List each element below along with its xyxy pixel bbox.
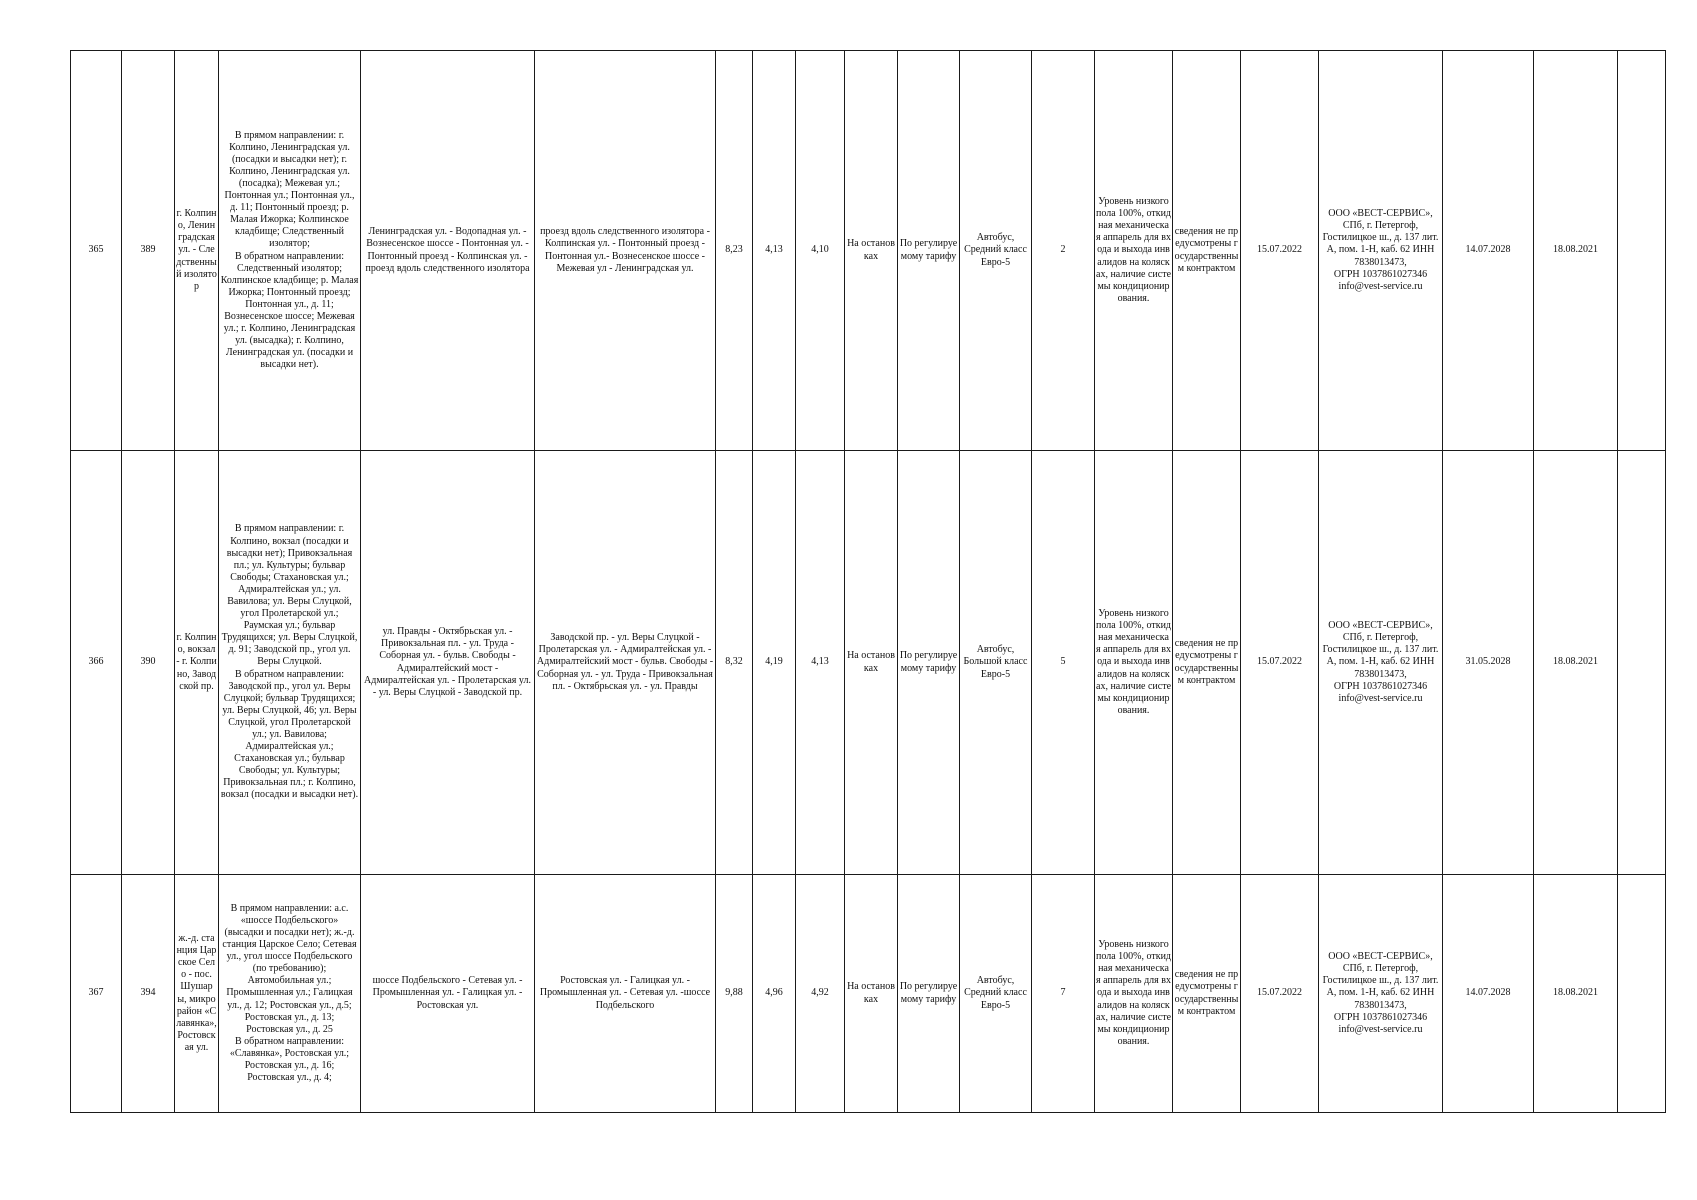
carrier-ogrn: ОГРН 1037861027346 (1333, 268, 1428, 280)
stops-forward: В прямом направлении: г. Колпино, вокзал (посадки и высадки нет); Привокзальная пл.; ул. Культуры; бульвар Свободы; Стахановская ул.; Адмиралтейская ул.; ул. Вавилова; ул. Веры Слуцкой, угол Пролетарской ул.; Раумская ул.; бульвар Трудящихся; ул. Веры Слуцкой, д. 91; Заводской пр., угол ул. Веры Слуцкой. (221, 523, 358, 668)
carrier-address: СПб, г. Петергоф, Гостилицкое ш., д. 137 лит. А, пом. 1-Н, каб. 62 ИНН 7838013473, (1322, 220, 1439, 268)
cell-vehicle-count: 7 (1032, 875, 1095, 1113)
stops-backward: В обратном направлении: «Славянка», Ростовская ул.; Ростовская ул., д. 16; Ростовская ул., д. 4; (229, 1035, 350, 1084)
stops-forward: В прямом направлении: г. Колпино, Ленинградская ул. (посадки и высадки нет); г. Колпино, Ленинградская ул. (посадка); Межевая ул.; Понтонная ул.; Понтонная ул., д. 11; Понтонный проезд; р. Малая Ижорка; Колпинское кладбище; Следственный изолятор; (224, 129, 355, 250)
cell-tariff: По регулируемому тарифу (898, 51, 960, 451)
cell-registration-date: 18.08.2021 (1534, 875, 1618, 1113)
cell-record-number: 365 (71, 51, 122, 451)
cell-streets-backward: Ростовская ул. - Галицкая ул. - Промышленная ул. - Сетевая ул. -шоссе Подбельского (535, 875, 716, 1113)
cell-streets-backward: Заводской пр. - ул. Веры Слуцкой - Пролетарская ул. - Адмиралтейская ул. - Адмиралтейский мост - бульв. Свободы - Соборная ул. - ул. Труда - Привокзальная пл. - Октябрьская ул. - ул. Правды (535, 451, 716, 875)
route-registry-table (70, 50, 1666, 1113)
carrier-ogrn: ОГРН 1037861027346 (1333, 680, 1428, 692)
cell-features: Уровень низкого пола 100%, откидная механическая аппарель для входа и выхода инвалидов на колясках, наличие системы кондиционирования. (1095, 875, 1173, 1113)
carrier-email: info@vest-service.ru (1338, 1023, 1423, 1035)
stops-backward: В обратном направлении: Следственный изолятор; Колпинское кладбище; р. Малая Ижорка; Понтонный проезд; Понтонная ул., д. 11; Вознесенское шоссе; Межевая ул.; г. Колпино, Ленинградская ул. (высадка); г. Колпино, Ленинградская ул. (посадки и высадки нет). (220, 250, 359, 371)
cell-route-number: 389 (122, 51, 175, 451)
cell-start-date: 15.07.2022 (1241, 451, 1319, 875)
cell-stop-order: На остановках (845, 875, 898, 1113)
table-row (71, 451, 1666, 875)
cell-length-total: 8,32 (716, 451, 753, 875)
cell-record-number: 367 (71, 875, 122, 1113)
cell-start-date: 15.07.2022 (1241, 875, 1319, 1113)
cell-streets-forward: ул. Правды - Октябрьская ул. - Привокзальная пл. - ул. Труда - Соборная ул. - бульв. Свободы - Адмиралтейский мост - Адмиралтейская ул. - Пролетарская ул. - ул. Веры Слуцкой - Заводской пр. (361, 451, 535, 875)
cell-carrier (1319, 875, 1443, 1113)
cell-blank (1618, 875, 1666, 1113)
cell-contract: сведения не предусмотрены государственным контрактом (1173, 451, 1241, 875)
cell-route-number: 390 (122, 451, 175, 875)
cell-end-date: 14.07.2028 (1443, 875, 1534, 1113)
carrier-email: info@vest-service.ru (1338, 692, 1423, 704)
cell-registration-date: 18.08.2021 (1534, 51, 1618, 451)
cell-stops (219, 875, 361, 1113)
carrier-ogrn: ОГРН 1037861027346 (1333, 1011, 1428, 1023)
cell-carrier (1319, 451, 1443, 875)
cell-length-backward: 4,10 (796, 51, 845, 451)
cell-vehicle: Автобус, Средний класс Евро-5 (960, 875, 1032, 1113)
cell-route-name: г. Колпино, Ленинградская ул. - Следственный изолятор (175, 51, 219, 451)
cell-stops (219, 51, 361, 451)
cell-record-number: 366 (71, 451, 122, 875)
stops-backward: В обратном направлении: Заводской пр., угол ул. Веры Слуцкой; бульвар Трудящихся; ул. Веры Слуцкой, 46; ул. Веры Слуцкой, угол Пролетарской ул.; ул. Вавилова; Адмиралтейская ул.; Стахановская ул.; бульвар Свободы; ул. Культуры; Привокзальная пл.; г. Колпино, вокзал (посадки и высадки нет). (220, 668, 359, 801)
carrier-name: ООО «ВЕСТ-СЕРВИС», (1328, 951, 1433, 963)
cell-blank (1618, 51, 1666, 451)
cell-route-name: г. Колпино, вокзал - г. Колпино, Заводской пр. (175, 451, 219, 875)
cell-length-total: 8,23 (716, 51, 753, 451)
cell-vehicle-count: 2 (1032, 51, 1095, 451)
cell-stops (219, 451, 361, 875)
carrier-name: ООО «ВЕСТ-СЕРВИС», (1328, 620, 1433, 632)
cell-contract: сведения не предусмотрены государственным контрактом (1173, 875, 1241, 1113)
cell-vehicle: Автобус, Средний класс Евро-5 (960, 51, 1032, 451)
carrier-name: ООО «ВЕСТ-СЕРВИС», (1328, 208, 1433, 220)
table-row (71, 875, 1666, 1113)
registry-sheet (70, 50, 1666, 1113)
cell-length-backward: 4,13 (796, 451, 845, 875)
cell-length-backward: 4,92 (796, 875, 845, 1113)
cell-end-date: 14.07.2028 (1443, 51, 1534, 451)
cell-streets-forward: шоссе Подбельского - Сетевая ул. - Промышленная ул. - Галицкая ул. - Ростовская ул. (361, 875, 535, 1113)
cell-carrier (1319, 51, 1443, 451)
table-row (71, 51, 1666, 451)
cell-blank (1618, 451, 1666, 875)
cell-streets-backward: проезд вдоль следственного изолятора - Колпинская ул. - Понтонный проезд - Понтонная ул.- Вознесенское шоссе - Межевая ул - Ленинградская ул. (535, 51, 716, 451)
cell-vehicle-count: 5 (1032, 451, 1095, 875)
cell-stop-order: На остановках (845, 51, 898, 451)
cell-length-forward: 4,19 (753, 451, 796, 875)
cell-stop-order: На остановках (845, 451, 898, 875)
stops-forward: В прямом направлении: а.с. «шоссе Подбельского» (высадки и посадки нет); ж.-д. станция Царское Село; Сетевая ул., угол шоссе Подбельского (по требованию); Автомобильная ул.; Промышленная ул.; Галицкая ул., д. 12; Ростовская ул., д.5; Ростовская ул., д. 13; Ростовская ул., д. 25 (222, 902, 357, 1035)
cell-tariff: По регулируемому тарифу (898, 451, 960, 875)
carrier-address: СПб, г. Петергоф, Гостилицкое ш., д. 137 лит. А, пом. 1-Н, каб. 62 ИНН 7838013473, (1322, 632, 1439, 680)
cell-contract: сведения не предусмотрены государственным контрактом (1173, 51, 1241, 451)
carrier-address: СПб, г. Петергоф, Гостилицкое ш., д. 137 лит. А, пом. 1-Н, каб. 62 ИНН 7838013473, (1322, 963, 1439, 1011)
cell-streets-forward: Ленинградская ул. - Водопадная ул. - Вознесенское шоссе - Понтонная ул. - Понтонный проезд - Колпинская ул. - проезд вдоль следственного изолятора (361, 51, 535, 451)
cell-features: Уровень низкого пола 100%, откидная механическая аппарель для входа и выхода инвалидов на колясках, наличие системы кондиционирования. (1095, 51, 1173, 451)
cell-length-forward: 4,13 (753, 51, 796, 451)
cell-route-name: ж.-д. станция Царское Село - пос. Шушары, микрорайон «Славянка», Ростовская ул. (175, 875, 219, 1113)
cell-features: Уровень низкого пола 100%, откидная механическая аппарель для входа и выхода инвалидов на колясках, наличие системы кондиционирования. (1095, 451, 1173, 875)
cell-end-date: 31.05.2028 (1443, 451, 1534, 875)
cell-tariff: По регулируемому тарифу (898, 875, 960, 1113)
cell-length-total: 9,88 (716, 875, 753, 1113)
cell-registration-date: 18.08.2021 (1534, 451, 1618, 875)
cell-length-forward: 4,96 (753, 875, 796, 1113)
carrier-email: info@vest-service.ru (1338, 280, 1423, 292)
cell-start-date: 15.07.2022 (1241, 51, 1319, 451)
cell-vehicle: Автобус, Большой класс Евро-5 (960, 451, 1032, 875)
cell-route-number: 394 (122, 875, 175, 1113)
